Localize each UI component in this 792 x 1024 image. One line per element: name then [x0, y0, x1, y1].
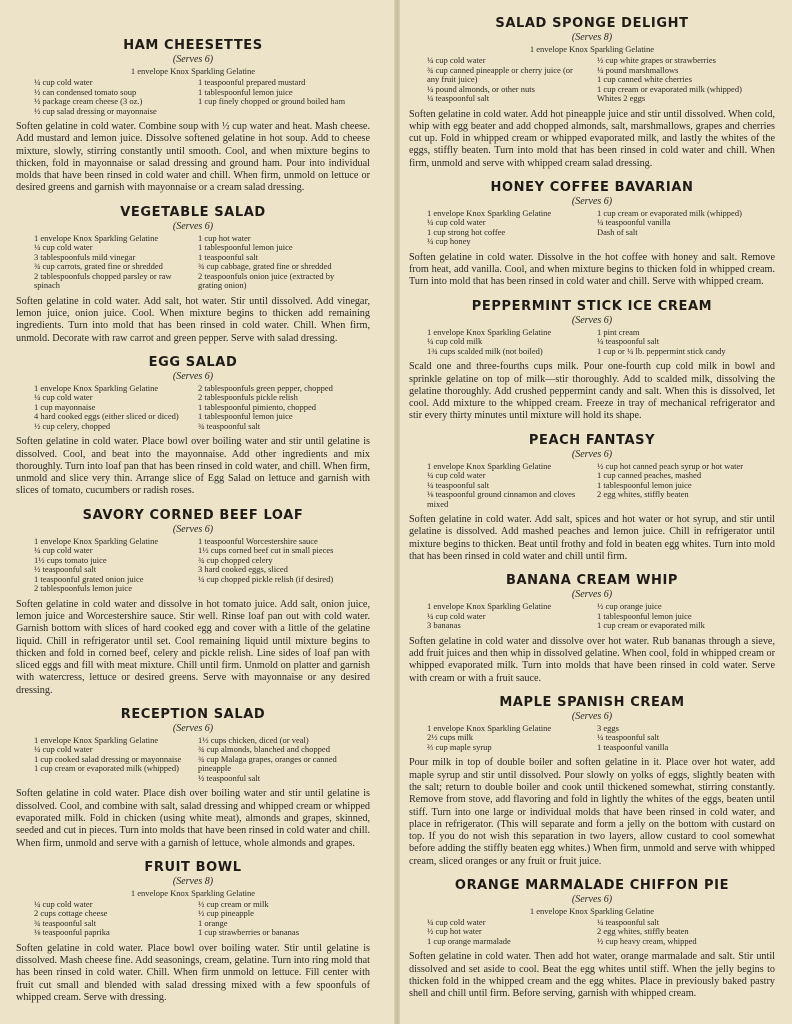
recipe-serves: (Serves 6)	[172, 523, 214, 535]
ingredient: Whites 2 eggs	[597, 93, 646, 103]
recipe-title: EGG SALAD	[148, 354, 238, 370]
ingredient: ½ cup pineapple	[198, 908, 254, 919]
ingredient: ¼ cup honey	[427, 236, 471, 247]
ingredient: 1 tablespoonful pimiento, chopped	[198, 401, 317, 412]
ingredient-column-left	[34, 537, 188, 594]
ingredient: ½ cup hot water	[427, 926, 482, 937]
recipe-salad-sponge-delight	[409, 16, 775, 170]
ingredient: ½ cup white grapes or strawberries	[597, 55, 716, 65]
recipe-serves: (Serves 6)	[172, 54, 214, 65]
ingredient: ¼ teaspoonful salt	[427, 93, 490, 103]
ingredient-column-left	[34, 78, 188, 116]
ingredient-column-right	[198, 78, 352, 116]
ingredient-column-right	[198, 900, 352, 938]
recipe-serves: (Serves 6)	[571, 314, 613, 326]
recipe-title: MAPLE SPANISH CREAM	[499, 694, 685, 710]
recipe-maple-spanish-cream	[409, 695, 775, 868]
recipe-fruit-bowl	[16, 860, 370, 1004]
ingredient: 1 cup cooked salad dressing or mayonnaise	[34, 753, 182, 764]
ingredient-list	[427, 602, 757, 631]
ingredient: ¼ teaspoonful salt	[597, 336, 660, 347]
recipe-title: PEPPERMINT STICK ICE CREAM	[471, 298, 713, 314]
ingredient: ¼ teaspoonful salt	[597, 916, 660, 927]
ingredient-column-left	[427, 209, 587, 247]
ingredient-column-left	[427, 328, 587, 357]
ingredient: 3 hard cooked eggs, sliced	[198, 564, 288, 575]
recipe-serves: (Serves 6)	[172, 722, 214, 734]
ingredient: 2 tablespoonfuls lemon juice	[34, 583, 132, 594]
ingredient-column-left	[34, 234, 188, 291]
ingredient: 1 envelope Knox Sparkling Gelatine	[34, 535, 159, 546]
recipe-peach-fantasy	[409, 433, 775, 564]
recipe-serves: (Serves 6)	[172, 220, 214, 232]
ingredient: 2 egg whites, stiffly beaten	[597, 489, 689, 500]
ingredient: 3 tablespoonfuls mild vinegar	[34, 251, 136, 262]
ingredient-list	[427, 56, 757, 104]
ingredient: ½ cup cream or milk	[198, 898, 269, 909]
ingredient: ¼ teaspoonful vanilla	[597, 217, 671, 228]
ingredient-column-left	[34, 736, 188, 784]
ingredient-column-left	[34, 384, 188, 432]
recipe-serves: (Serves 6)	[571, 448, 613, 460]
ingredient: ½ cup celery, chopped	[34, 420, 111, 431]
ingredient-column-right	[198, 234, 352, 291]
recipe-instructions: Soften gelatine in cold water and dissolve in hot tomato juice. Add salt, onion juice, lemon juice and Worcestershire sauce. Stir well. Rinse loaf pan out with cold water. Garnish bottom with slices of hard cooked egg and cover with a little of the gelatine liquid. Chill in refrigerator until set. Cool remaining liquid until mixture begins to thicken and fold in corned beef, celery and pickle relish. Line sides of loaf pan with sliced eggs and fill with meat mixture. Chill until firm. Unmold on platter and garnish with watercress, lettuce or desired greens. Serve with mayonnaise or any desired dressing.	[16, 598, 370, 696]
ingredient: ¼ cup cold water	[34, 898, 93, 909]
recipe-reception-salad	[16, 707, 370, 850]
ingredient: 1 tablespoonful lemon juice	[198, 242, 293, 253]
recipe-instructions: Pour milk in top of double boiler and soften gelatine in it. Place over hot water, add maple syrup and stir until dissolved. Pour slowly on yolks of eggs, slightly beaten with the salt; return to double boiler and cook until thickened somewhat, stirring constantly. Remove from stove, add flavoring and fold in lightly the whites of the eggs, beaten until stiff. Turn into one large or individual molds that have been rinsed in cold water, and place in refrigerator. (This will separate and form a jelly on the bottom with custard on top. If you do not wish this separation in two layers, allow custard to cool somewhat before adding the stiffly beaten egg whites.) When firm, unmold and serve with whipped cream, sliced oranges or any fruit or fruit juice.	[409, 757, 775, 867]
recipe-instructions: Soften gelatine in cold water. Dissolve in the hot coffee with honey and salt. Remove from heat, add vanilla. Cool, and when mixture begins to thicken fold in whipped cream. Turn into mold that has been rinsed in cold water and chill. Serve with whipped cream.	[409, 251, 775, 288]
ingredient: ¾ cup canned pineapple or cherry juice (or any fruit juice)	[427, 64, 573, 84]
ingredient: 2 teaspoonfuls onion juice (extracted by grating onion)	[198, 270, 335, 291]
recipe-banana-cream-whip	[409, 573, 775, 685]
recipe-serves: (Serves 8)	[571, 32, 613, 43]
recipe-egg-salad	[16, 355, 370, 498]
ingredient: 1 tablespoonful lemon juice	[597, 479, 692, 490]
ingredient: 1 tablespoonful lemon juice	[198, 411, 293, 422]
ingredient: ¼ pound almonds, or other nuts	[427, 83, 535, 94]
ingredient: ¼ cup cold water	[34, 242, 93, 253]
page-fold	[394, 0, 400, 1024]
ingredient: 1 cup canned white cherries	[597, 74, 692, 84]
recipe-title: HAM CHEESETTES	[123, 38, 263, 53]
ingredient-header: 1 envelope Knox Sparkling Gelatine	[130, 887, 256, 898]
ingredient-header: 1 envelope Knox Sparkling Gelatine	[529, 44, 655, 54]
ingredient: ¼ cup cold milk	[427, 336, 483, 347]
recipe-ham-cheesettes	[16, 38, 370, 195]
ingredient-column-left	[427, 724, 587, 753]
ingredient: ½ cup heavy cream, whipped	[597, 935, 697, 946]
recipe-title: BANANA CREAM WHIP	[505, 573, 679, 589]
ingredient: 1 tablespoonful lemon juice	[198, 86, 293, 97]
recipe-serves: (Serves 6)	[571, 589, 613, 601]
ingredient: ¾ cup chopped celery	[198, 554, 273, 565]
ingredient: ⅛ teaspoonful paprika	[34, 927, 110, 938]
right-column	[409, 16, 775, 1001]
recipe-title: PEACH FANTASY	[528, 432, 656, 448]
ingredient: 1 cup finely chopped or ground boiled ham	[198, 96, 346, 106]
ingredient-column-right	[198, 736, 352, 784]
ingredient: ¼ cup cold water	[427, 55, 486, 65]
ingredient: ¾ teaspoonful salt	[198, 420, 261, 431]
ingredient: 1 tablespoonful lemon juice	[597, 610, 692, 621]
ingredient: 1½ cups corned beef cut in small pieces	[198, 545, 334, 556]
ingredient-column-right	[198, 384, 352, 432]
recipe-title: ORANGE MARMALADE CHIFFON PIE	[454, 877, 730, 893]
recipe-instructions: Scald one and three-fourths cups milk. Pour one-fourth cup cold milk in bowl and sprinkle gelatine on top of milk—stir thoroughly. Add to scalded milk, dissolving the gelatine thoroughly. Add crushed peppermint candy and salt. When this is dissolved, let cool. Add mixture to the whipped cream. Freeze in tray of mechanical refrigerator and stir every thirty minutes until mixture will hold its shape.	[409, 361, 775, 422]
ingredient: 1½ cups chicken, diced (or veal)	[198, 734, 309, 745]
ingredient: 1 teaspoonful vanilla	[597, 741, 669, 752]
ingredient-list	[34, 736, 352, 784]
ingredient: ¼ cup cold water	[427, 916, 486, 927]
ingredient-list	[34, 900, 352, 938]
ingredient: 1 cup strawberries or bananas	[198, 927, 300, 938]
ingredient: 2 tablespoonfuls green pepper, chopped	[198, 382, 333, 393]
ingredient: 2½ cups milk	[427, 732, 474, 743]
ingredient: ¼ cup cold water	[427, 470, 486, 481]
recipe-title: SAVORY CORNED BEEF LOAF	[82, 507, 304, 523]
ingredient: ½ cup orange juice	[597, 601, 662, 612]
ingredient: ¾ cup carrots, grated fine or shredded	[34, 261, 163, 272]
recipe-title: FRUIT BOWL	[144, 859, 242, 875]
ingredient: 3 eggs	[597, 722, 619, 733]
recipe-instructions: Soften gelatine in cold water. Place bowl over boiling water. Stir until gelatine is dissolved. Mash cheese fine. Add seasonings, cream, gelatine. Turn into ring mold that has been rinsed in cold water. Chill. When firm unmold on lettuce. Fill center with fruit cut small and blended with salad dressing mixed with a few spoonfuls of whipped cream. Serve with dressing.	[16, 942, 370, 1003]
recipe-serves: (Serves 8)	[172, 875, 214, 887]
ingredient: 1 teaspoonful salt	[198, 251, 258, 262]
ingredient-header: 1 envelope Knox Sparkling Gelatine	[130, 66, 256, 76]
ingredient-list	[34, 537, 352, 594]
ingredient: 4 hard cooked eggs (either sliced or diced)	[34, 411, 179, 422]
ingredient: ¼ pound marshmallows	[597, 64, 679, 75]
recipe-instructions: Soften gelatine in cold water. Place dish over boiling water and stir until gelatine is dissolved. Cool, and combine with salt, salad dressing and whipped cream or whipped evaporated milk. Fold in chicken (using white meat), almonds and grapes, skinned, seeded and cut in pieces. Turn into molds that have been rinsed in cold water and chill. When firm, unmold and serve with a garnish of lettuce, whole almonds and grapes.	[16, 788, 370, 849]
ingredient-column-right	[597, 462, 757, 510]
ingredient: 1 teaspoonful grated onion juice	[34, 573, 144, 584]
ingredient: ¼ cup chopped pickle relish (if desired)	[198, 573, 334, 584]
ingredient: 1 envelope Knox Sparkling Gelatine	[427, 601, 552, 612]
ingredient: 1 cup mayonnaise	[34, 401, 96, 412]
ingredient: ¼ cup cold water	[34, 545, 93, 556]
ingredient: ½ teaspoonful salt	[34, 564, 97, 575]
ingredient-list	[427, 724, 757, 753]
recipe-title: VEGETABLE SALAD	[120, 204, 266, 220]
ingredient: 1 teaspoonful Worcestershire sauce	[198, 535, 318, 546]
ingredient: 1 teaspoonful prepared mustard	[198, 77, 306, 87]
recipe-instructions: Soften gelatine in cold water. Place bowl over boiling water and stir until gelatine is dissolved. Cool, and beat into the mayonnaise. Add other ingredients and mix thoroughly. Turn into loaf pan that has been rinsed in cold water, and chill. When firm, unmold and slice very thin. Arrange slice of Egg Salad on lettuce and garnish with slices of tomato, cucumbers or radish roses.	[16, 436, 370, 497]
ingredient: ⅔ cup maple syrup	[427, 741, 492, 752]
ingredient: 2 cups cottage cheese	[34, 908, 108, 919]
recipe-vegetable-salad	[16, 205, 370, 345]
ingredient-column-left	[34, 900, 188, 938]
ingredient: ⅛ teaspoonful ground cinnamon and cloves mixed	[427, 489, 576, 509]
ingredient: 1 cup orange marmalade	[427, 935, 511, 946]
ingredient: 1 envelope Knox Sparkling Gelatine	[34, 232, 159, 243]
ingredient: 2 tablespoonfuls chopped parsley or raw spinach	[34, 270, 172, 291]
recipe-instructions: Soften gelatine in cold water. Then add hot water, orange marmalade and salt. Stir until dissolved and set aside to cool. Beat the egg whites until stiff. When the jelly begins to thicken fold in the whipped cream and the egg whites. Place in previously baked pastry shell and chill until firm. Before serving, garnish with whipped cream.	[409, 951, 775, 1000]
ingredient: 1 cup hot water	[198, 232, 251, 243]
ingredient: 1 orange	[198, 917, 228, 928]
ingredient: ¼ cup cold water	[34, 77, 93, 87]
ingredient-list	[34, 78, 352, 116]
ingredient: 1 envelope Knox Sparkling Gelatine	[427, 326, 552, 337]
ingredient: 1 cup cream or evaporated milk	[597, 620, 705, 631]
recipe-instructions: Soften gelatine in cold water. Add salt, hot water. Stir until dissolved. Add vinegar, lemon juice, onion juice. Cool. When mixture begins to thicken add remaining ingredients. Turn into mold that has been rinsed in cold water. Chill. When firm, unmold. Decorate with raw carrot and green pepper. Serve with salad dressing.	[16, 295, 370, 344]
recipe-title: HONEY COFFEE BAVARIAN	[490, 179, 694, 195]
ingredient-list	[427, 328, 757, 357]
ingredient: 1¾ cups scalded milk (not boiled)	[427, 345, 543, 356]
ingredient-list	[34, 384, 352, 432]
ingredient: 1 cup cream or evaporated milk (whipped)	[597, 207, 742, 218]
recipe-instructions: Soften gelatine in cold water and dissolve over hot water. Rub bananas through a sieve, add fruit juices and then whip in dissolved gelatine. When cool, fold in whipped cream or whipped evaporated milk. Turn into molds that have been rinsed in cold water. Serve with cream or with a fruit sauce.	[409, 635, 775, 684]
ingredient: ¾ cup cabbage, grated fine or shredded	[198, 261, 332, 272]
ingredient-column-right	[597, 56, 757, 104]
ingredient: ½ teaspoonful salt	[198, 772, 261, 783]
recipe-savory-corned-beef-loaf	[16, 508, 370, 697]
ingredient: 1 cup or ¼ lb. peppermint stick candy	[597, 345, 726, 356]
ingredient-list	[34, 234, 352, 291]
ingredient: ½ package cream cheese (3 oz.)	[34, 96, 143, 106]
ingredient-list	[427, 462, 757, 510]
ingredient: 2 egg whites, stiffly beaten	[597, 926, 689, 937]
ingredient: ¼ teaspoonful salt	[597, 732, 660, 743]
ingredient-column-right	[597, 602, 757, 631]
recipe-serves: (Serves 6)	[571, 710, 613, 722]
ingredient: ¼ cup cold water	[34, 392, 93, 403]
ingredient: 1 cup canned peaches, mashed	[597, 470, 702, 481]
ingredient-column-left	[427, 602, 587, 631]
ingredient: 1½ cups tomato juice	[34, 554, 107, 565]
ingredient: ½ cup hot canned peach syrup or hot water	[597, 460, 744, 471]
ingredient: ¼ teaspoonful salt	[427, 479, 490, 490]
recipe-title: RECEPTION SALAD	[120, 706, 266, 722]
recipe-serves: (Serves 6)	[571, 893, 613, 905]
recipe-instructions: Soften gelatine in cold water. Combine soup with ½ cup water and heat. Mash cheese. Add mustard and lemon juice. Dissolve softened gelatine in hot soup. Add to cheese mixture, slowly, stirring constantly until smooth. Cool, and when mixture begins to thicken, fold in mayonnaise or salad dressing and ground ham. Pour into individual molds that have been rinsed in cold water and chill. When firm, unmold on lettuce or desired greens and garnish with mayonnaise or a cream salad dressing.	[16, 121, 370, 194]
ingredient: ¼ cup cold water	[427, 610, 486, 621]
ingredient-column-left	[427, 918, 587, 947]
recipe-instructions: Soften gelatine in cold water. Add salt, spices and hot water or hot syrup, and stir until gelatine is dissolved. Add mashed peaches and lemon juice. Chill in refrigerator until mixture begins to thicken. Beat until frothy and fold in beaten egg whites. Turn into mold that has been rinsed in cold water and chill until firm.	[409, 514, 775, 562]
ingredient: ¾ teaspoonful salt	[34, 917, 97, 928]
recipe-orange-marmalade-chiffon-pie	[409, 878, 775, 1001]
ingredient-column-right	[597, 328, 757, 357]
ingredient: ¾ cup Malaga grapes, oranges or canned pineapple	[198, 753, 337, 774]
recipe-serves: (Serves 6)	[172, 370, 214, 382]
ingredient-list	[427, 209, 757, 247]
ingredient-header: 1 envelope Knox Sparkling Gelatine	[529, 905, 655, 916]
recipe-title: SALAD SPONGE DELIGHT	[495, 16, 689, 31]
ingredient: 1 envelope Knox Sparkling Gelatine	[427, 460, 552, 471]
ingredient: ¼ cup cold water	[427, 217, 486, 228]
ingredient: 1 cup strong hot coffee	[427, 226, 506, 237]
ingredient-column-right	[597, 724, 757, 753]
ingredient: ¼ cup cold water	[34, 744, 93, 755]
ingredient: 2 tablespoonfuls pickle relish	[198, 392, 298, 403]
recipe-instructions: Soften gelatine in cold water. Add hot pineapple juice and stir until dissolved. When cold, whip with egg beater and add chopped almonds, salt, marshmallows, grapes and cherries cut up. Fold in whipped cream or whipped evaporated milk, and lastly the whites of the eggs, stiffly beaten. Turn into mold that has been rinsed in cold water and chill. When firm, unmold and serve with whipped cream salad dressing.	[409, 108, 775, 169]
ingredient-column-right	[198, 537, 352, 594]
ingredient: ¾ cup almonds, blanched and chopped	[198, 744, 330, 755]
ingredient: 1 pint cream	[597, 326, 640, 337]
recipe-peppermint-stick-ice-cream	[409, 299, 775, 423]
ingredient: 1 envelope Knox Sparkling Gelatine	[427, 722, 552, 733]
ingredient: 1 cup cream or evaporated milk (whipped)	[597, 83, 742, 94]
recipe-honey-coffee-bavarian	[409, 180, 775, 289]
ingredient: 1 envelope Knox Sparkling Gelatine	[34, 382, 159, 393]
ingredient: ½ cup salad dressing or mayonnaise	[34, 105, 157, 116]
ingredient-list	[427, 918, 757, 947]
ingredient: 1 cup cream or evaporated milk (whipped)	[34, 763, 179, 774]
ingredient: Dash of salt	[597, 226, 638, 237]
left-column	[16, 38, 370, 1004]
ingredient: 1 envelope Knox Sparkling Gelatine	[427, 207, 552, 218]
ingredient-column-right	[597, 918, 757, 947]
recipe-serves: (Serves 6)	[571, 195, 613, 207]
ingredient-column-right	[597, 209, 757, 247]
ingredient: ½ can condensed tomato soup	[34, 86, 137, 97]
ingredient: 3 bananas	[427, 620, 461, 631]
ingredient-column-left	[427, 56, 587, 104]
ingredient-column-left	[427, 462, 587, 510]
ingredient: 1 envelope Knox Sparkling Gelatine	[34, 734, 159, 745]
